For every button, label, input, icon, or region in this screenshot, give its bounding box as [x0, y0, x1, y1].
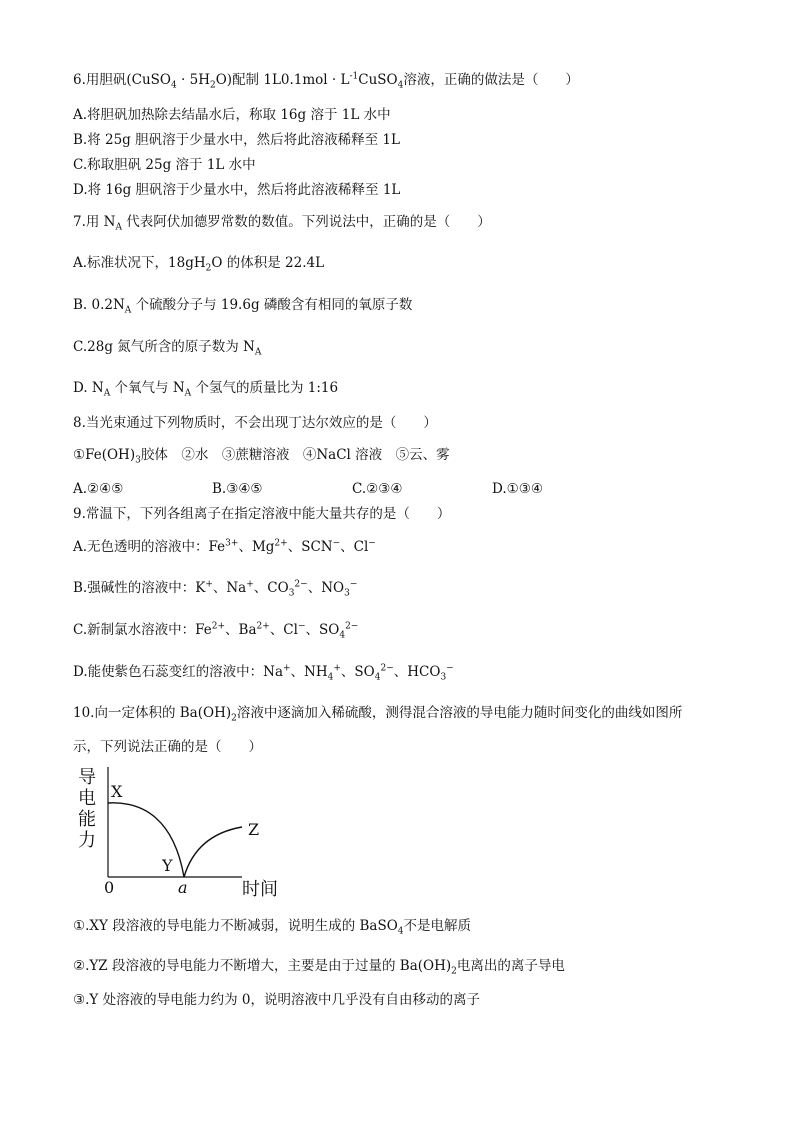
q9-option-a: A.无色透明的溶液中：$Fe^{3+}$、$Mg^{2+}$、SCN−、Cl− [73, 538, 376, 555]
origin-label: 0 [104, 878, 115, 897]
q6-stem: 6.用胆矾(CuSO$_4$ · $5H_2O$)配制 $1L0.1mol \cdot L^{-1}CuSO_4$溶液，正确的做法是（ ） [73, 71, 579, 91]
ylabel-char-3: 能 [78, 809, 96, 830]
q9-option-d: D.能使紫色石蕊变红的溶液中：Na+、$NH_4^+$、$SO_4^{2-}$、$HCO_3^-$ [73, 663, 454, 683]
q6-option-b: B.将 25g 胆矾溶于少量水中，然后将此溶液稀释至 1L [73, 132, 400, 148]
q10-statement-3: ③.Y 处溶液的导电能力约为 0，说明溶液中几乎没有自由移动的离子 [73, 992, 480, 1008]
ylabel-char-4: 力 [78, 830, 96, 851]
q10-stem: 10.向一定体积的 $Ba(OH)_2$溶液中逐滴加入稀硫酸，测得混合溶液的导电能力随时间变化的曲线如图所 [73, 705, 683, 724]
q8-choices [73, 480, 593, 498]
point-x-label: X [111, 782, 123, 801]
q10-statement-2: ②.YZ 段溶液的导电能力不断增大，主要是由于过量的 $Ba(OH)_2$电离出的离子导电 [73, 958, 565, 977]
point-z-label: Z [248, 820, 260, 839]
q8-choice-b: B.③④⑤ [212, 481, 263, 497]
point-y-label: Y [162, 856, 173, 875]
ylabel-char-1: 导 [78, 767, 96, 788]
q8-choice-d: D.①③④ [492, 481, 543, 497]
q7-option-a: A.标准状况下，$18gH_2O$ 的体积是 22.4L [73, 255, 325, 274]
q9-option-c: C.新制氯水溶液中：$Fe^{2+}$、$Ba^{2+}$、Cl−、$SO_4^{2-}$ [73, 621, 359, 641]
q6-option-c: C.称取胆矾 25g 溶于 1L 水中 [73, 157, 256, 173]
q7-option-b: B. $0.2N_A$ 个硫酸分子与 19.6g 磷酸含有相同的氧原子数 [73, 297, 413, 316]
q10-stem-line2: 示，下列说法正确的是（ ） [73, 739, 262, 755]
q7-stem: 7.用 $N_A$ 代表阿伏加德罗常数的数值。下列说法中，正确的是（ ） [73, 214, 491, 233]
q8-items: $①Fe(OH)_3$胶体 ②水 ③蔗糖溶液 ④NaCl 溶液 ⑤云、雾 [73, 447, 450, 466]
curve-xy [108, 803, 184, 877]
q8-choice-c: C.②③④ [352, 481, 403, 497]
q7-option-d: D. $N_A$ 个氧气与 $N_A$ 个氢气的质量比为 1:16 [73, 380, 339, 399]
q8-stem: 8.当光束通过下列物质时，不会出现丁达尔效应的是（ ） [73, 415, 437, 431]
q8-choice-a: A.②④⑤ [73, 481, 124, 497]
tick-a-label: a [178, 878, 188, 897]
q7-option-c: C.28g 氮气所含的原子数为 $N_A$ [73, 339, 262, 358]
q9-stem: 9.常温下，下列各组离子在指定溶液中能大量共存的是（ ） [73, 506, 451, 522]
q10-statement-1: ①.XY 段溶液的导电能力不断减弱，说明生成的 BaSO$_4$不是电解质 [73, 918, 472, 937]
q6-option-d: D.将 16g 胆矾溶于少量水中，然后将此溶液稀释至 1L [73, 182, 401, 198]
q6-option-a: A.将胆矾加热除去结晶水后，称取 16g 溶于 1L 水中 [73, 107, 391, 123]
q9-option-b: B.强碱性的溶液中：K+、Na+、$CO_3^{2-}$、$NO_3^-$ [73, 579, 358, 599]
xlabel: 时间 [242, 879, 278, 900]
conductivity-graph [74, 765, 294, 900]
ylabel-char-2: 电 [78, 788, 96, 809]
curve-yz [184, 827, 242, 877]
